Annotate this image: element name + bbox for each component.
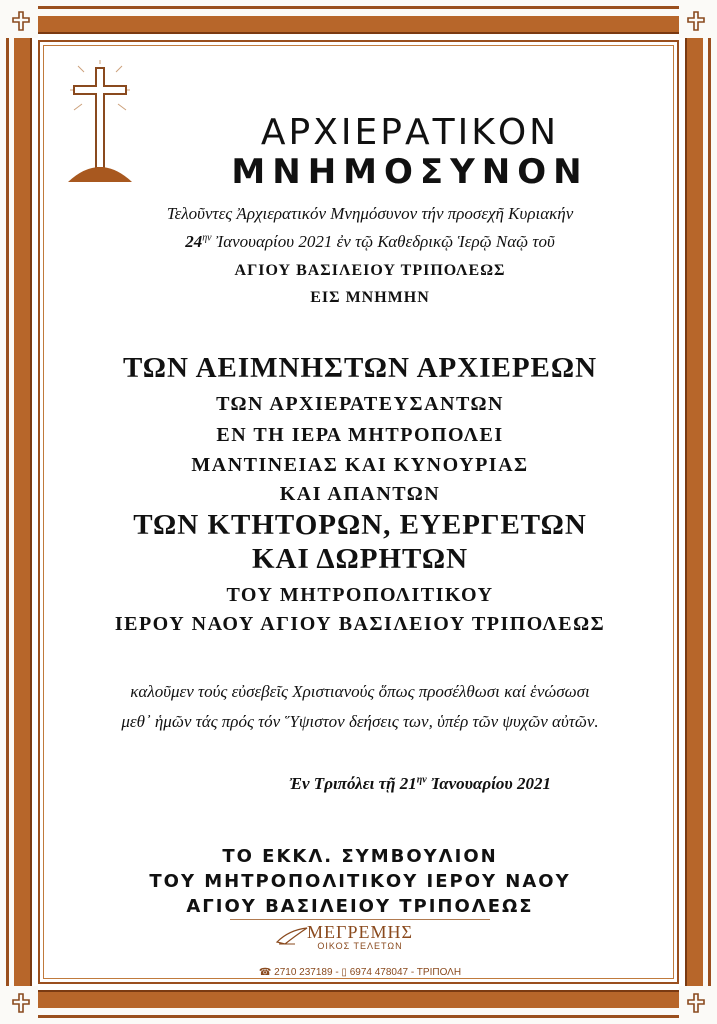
signature-line-1: ΤΟ ΕΚΚΛ. ΣΥΜΒΟΥΛΙΟΝ [222,846,498,867]
dateline-suffix: ην [416,774,427,786]
intro-day: 24 [185,232,203,251]
cross-corner-icon [4,4,38,38]
intro-line-1: Τελοῦντες Ἀρχιερατικόν Μνημόσυνον τήν προσεχῆ Κυριακήν [166,204,574,223]
memorial-line-3: ΕΝ ΤΗ ΙΕΡΑ ΜΗΤΡΟΠΟΛΕΙ [216,424,504,446]
intro-in-memory: ΕΙΣ ΜΝΗΜΗΝ [310,289,430,306]
heading-line-2: ΜΝΗΜΟΣΥΝΟΝ [231,152,589,192]
memorial-line-7: ΚΑΙ ΔΩΡΗΤΩΝ [251,543,469,575]
intro-date-rest: Ἰανουαρίου 2021 ἐν τῷ Καθεδρικῷ Ἱερῷ Ναῷ τοῦ [215,232,555,251]
memorial-line-9: ΙΕΡΟΥ ΝΑΟΥ ΑΓΙΟΥ ΒΑΣΙΛΕΙΟΥ ΤΡΙΠΟΛΕΩΣ [114,613,606,635]
printer-phones: ☎ 2710 237189 - ▯ 6974 478047 - ΤΡΙΠΟΛΗ [258,967,462,978]
heading-line-1: ΑΡΧΙΕΡΑΤΙΚΟΝ [260,112,560,153]
printer-subtitle: ΟΙΚΟΣ ΤΕΛΕΤΩΝ [317,941,403,951]
printer-mark [230,922,490,978]
dateline-after: Ἰανουαρίου 2021 [430,774,551,793]
cross-corner-icon [679,4,713,38]
memorial-line-5: ΚΑΙ ΑΠΑΝΤΩΝ [279,483,441,505]
cross-corner-icon [4,986,38,1020]
memorial-line-6: ΤΩΝ ΚΤΗΤΟΡΩΝ, ΕΥΕΡΓΕΤΩΝ [133,509,587,541]
printer-rule [230,919,490,920]
dateline [220,774,620,794]
cross-corner-icon [679,986,713,1020]
intro-church: ΑΓΙΟΥ ΒΑΣΙΛΕΙΟΥ ΤΡΙΠΟΛΕΩΣ [234,262,506,279]
intro-line-2 [100,232,640,252]
memorial-line-2: ΤΩΝ ΑΡΧΙΕΡΑΤΕΥΣΑΝΤΩΝ [216,393,504,415]
invitation-line-1: καλοῦμεν τούς εὐσεβεῖς Χριστιανούς ὅπως προσέλθωσι καί ἑνώσωσι [130,682,590,701]
invitation-line-2: μεθ᾽ ἡμῶν τάς πρός τόν Ὕψιστον δεήσεις των, ὑπέρ τῶν ψυχῶν αὐτῶν. [121,712,599,731]
signature-line-3: ΑΓΙΟΥ ΒΑΣΙΛΕΙΟΥ ΤΡΙΠΟΛΕΩΣ [186,896,534,917]
pen-logo-icon [275,926,309,946]
printer-name: ΜΕΓΡΕΜΗΣ [307,922,413,942]
memorial-line-4: ΜΑΝΤΙΝΕΙΑΣ ΚΑΙ ΚΥΝΟΥΡΙΑΣ [191,454,529,476]
memorial-line-8: ΤΟΥ ΜΗΤΡΟΠΟΛΙΤΙΚΟΥ [226,584,494,606]
signature-line-2: ΤΟΥ ΜΗΤΡΟΠΟΛΙΤΙΚΟΥ ΙΕΡΟΥ ΝΑΟΥ [149,871,571,892]
dateline-before: Ἐν Τριπόλει τῇ 21 [289,774,417,793]
intro-day-suffix: ην [202,232,212,244]
memorial-line-1: ΤΩΝ ΑΕΙΜΝΗΣΤΩΝ ΑΡΧΙΕΡΕΩΝ [122,352,598,384]
